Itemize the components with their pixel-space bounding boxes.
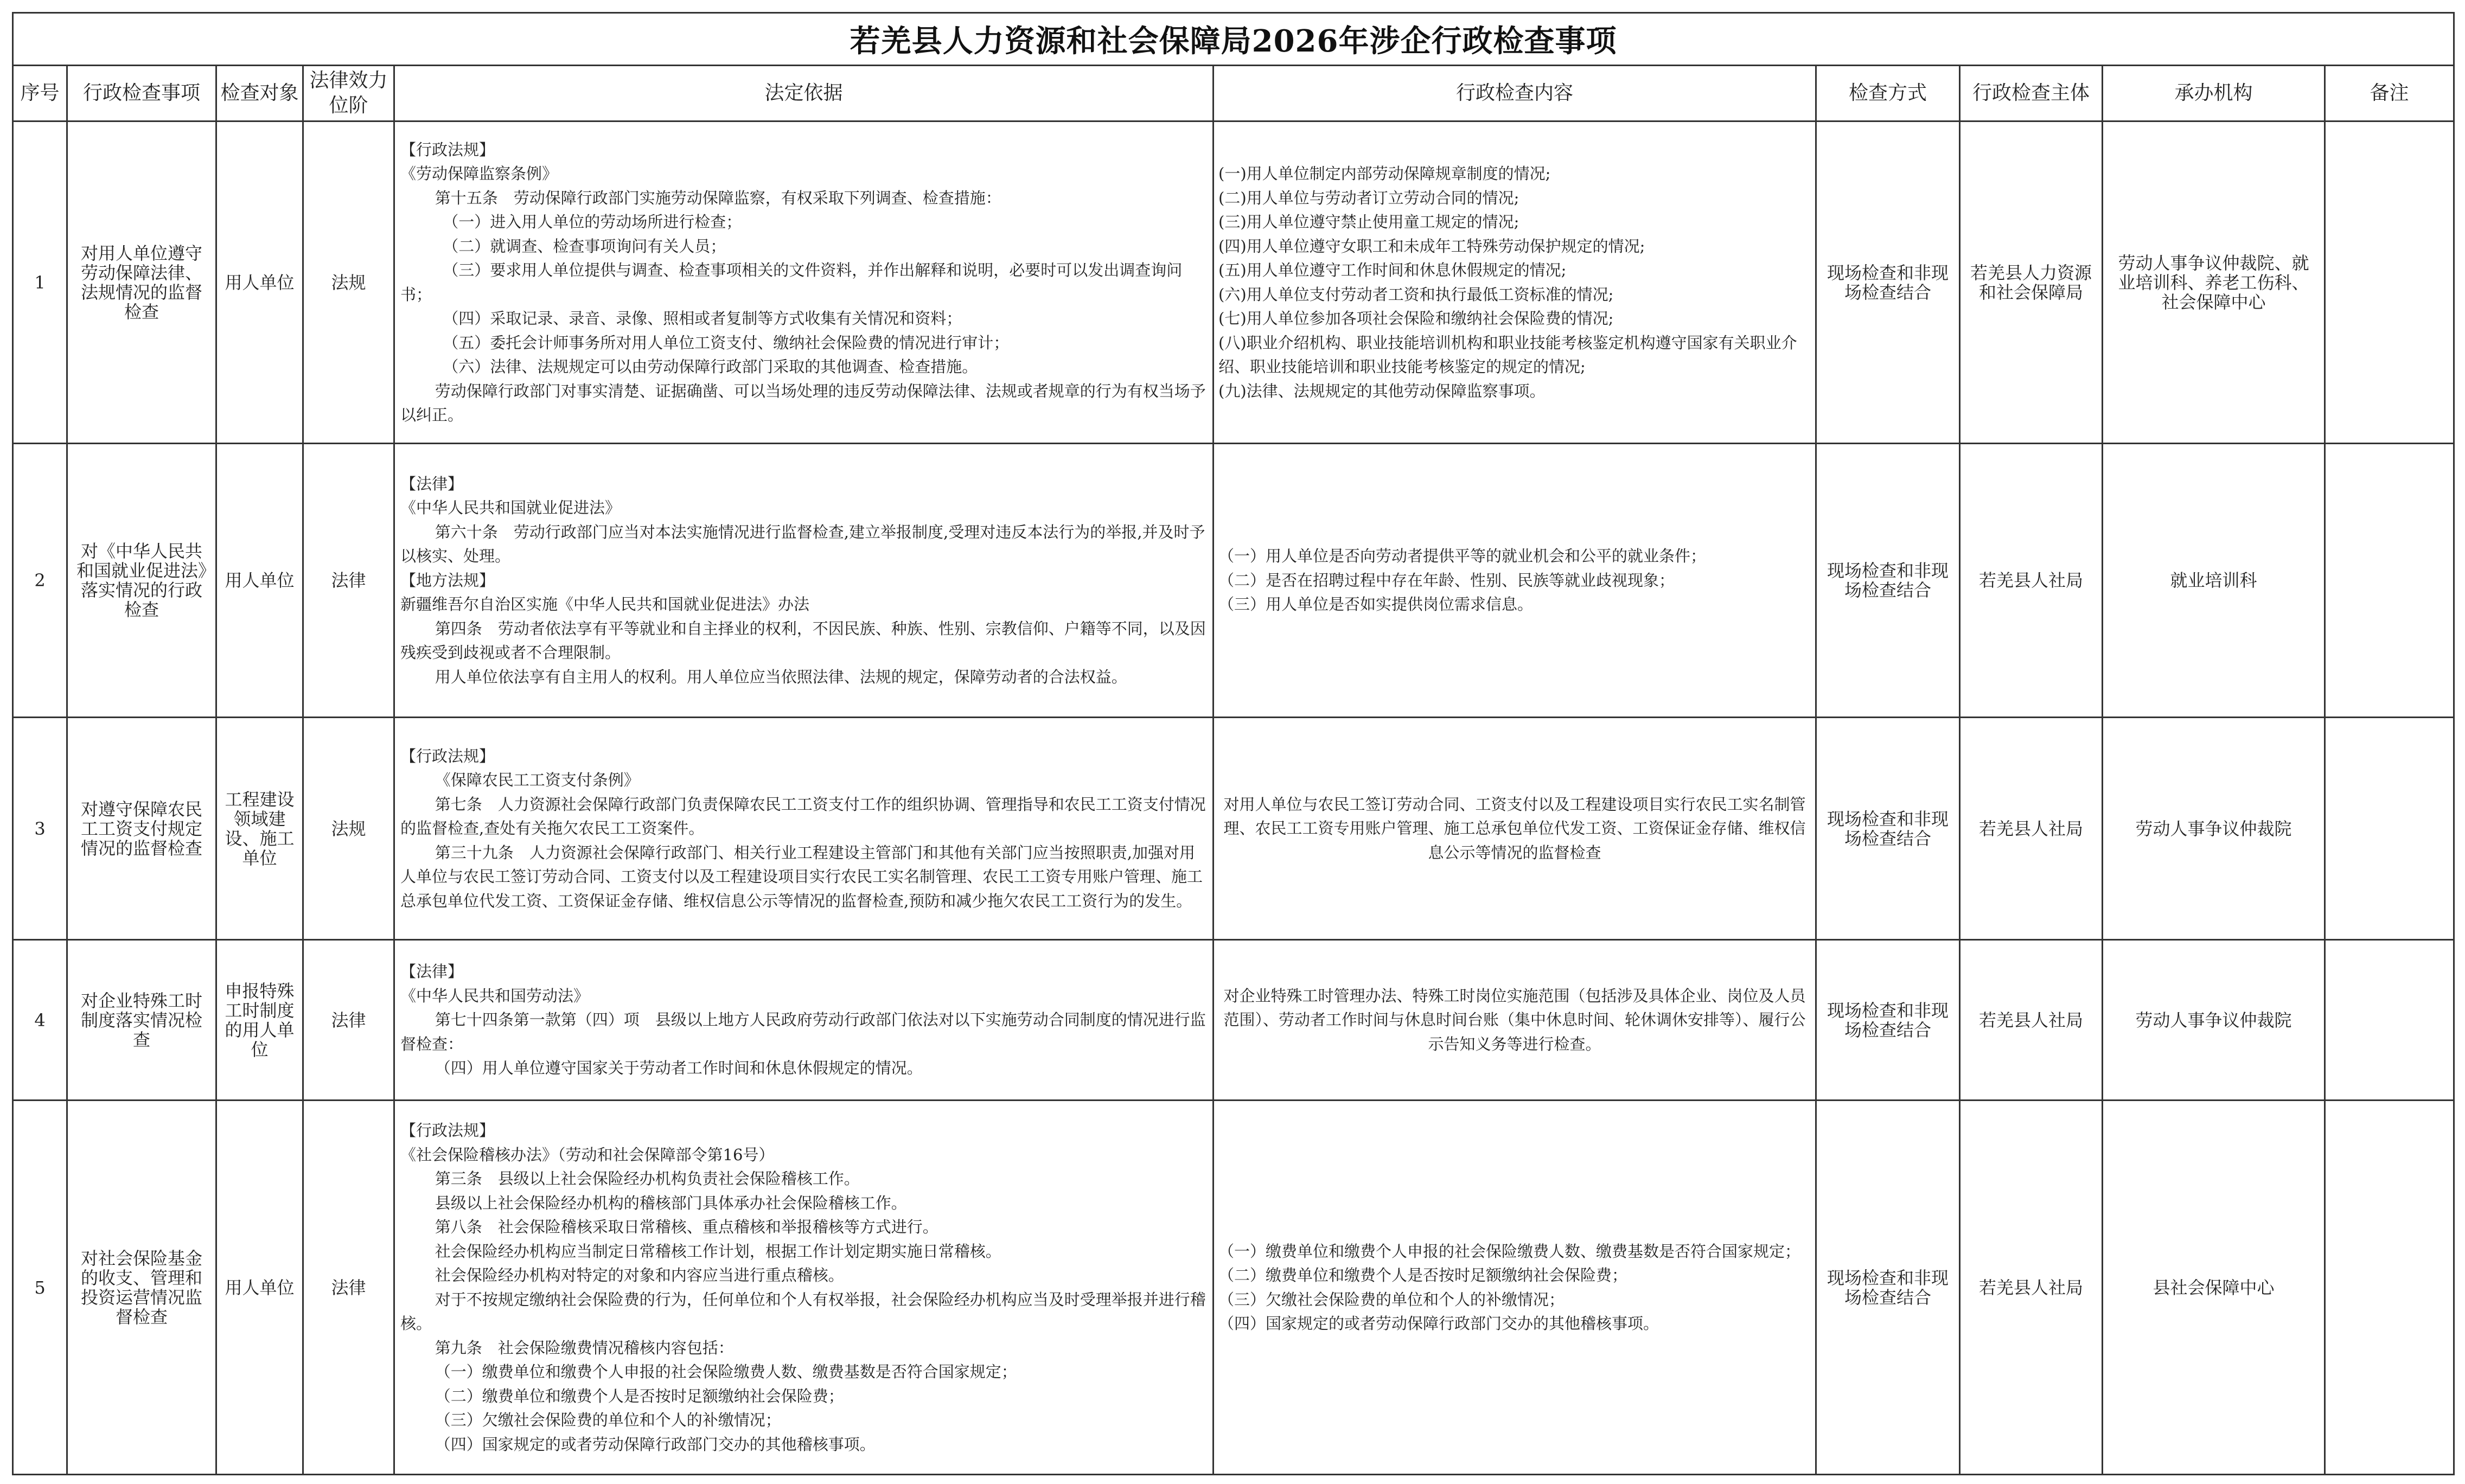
basis-line: 【行政法规】: [400, 140, 495, 159]
basis-line: （三）要求用人单位提供与调查、检查事项相关的文件资料，并作出解释和说明，必要时可以发出调查询问书；: [400, 261, 1183, 304]
basis-line: （二）就调查、检查事项询问有关人员；: [443, 236, 726, 255]
header-target: 检查对象: [216, 66, 303, 121]
basis-line: 第八条 社会保险稽核采取日常稽核、重点稽核和举报稽核等方式进行。: [435, 1218, 938, 1236]
basis-line: 对于不按规定缴纳社会保险费的行为，任何单位和个人有权举报，社会保险经办机构应当及时受理举报并进行稽核。: [400, 1290, 1206, 1333]
row-target: 工程建设领域建设、施工单位: [216, 718, 303, 940]
row-method: 现场检查和非现场检查结合: [1816, 940, 1960, 1101]
basis-line: 第四条 劳动者依法享有平等就业和自主择业的权利，不因民族、种族、性别、宗教信仰、户籍等不同，以及因残疾受到歧视或者不合理限制。: [400, 619, 1206, 662]
content-line: (九)法律、法规规定的其他劳动保障监察事项。: [1218, 381, 1546, 400]
basis-line: 第三条 县级以上社会保险经办机构负责社会保险稽核工作。: [435, 1169, 860, 1188]
row-content: [1214, 121, 1816, 444]
content-line: （一）用人单位是否向劳动者提供平等的就业机会和公平的就业条件；: [1218, 547, 1707, 566]
basis-line: 《保障农民工工资支付条例》: [435, 771, 640, 790]
row-subject: 若羌县人社局: [1960, 940, 2103, 1101]
row-method: 现场检查和非现场检查结合: [1816, 444, 1960, 718]
basis-line: 县级以上社会保险经办机构的稽核部门具体承办社会保险稽核工作。: [435, 1193, 907, 1212]
row-subject: 若羌县人力资源和社会保障局: [1960, 121, 2103, 444]
row-note: [2325, 718, 2454, 940]
basis-line: 第三十九条 人力资源社会保障行政部门、相关行业工程建设主管部门和其他有关部门应当按照职责,加强对用人单位与农民工签订劳动合同、工资支付以及工程建设项目实行农民工实名制管理、农民工工资专用账户管理、施工总承包单位代发工资、工资保证金存储、维权信息公示等情况的监督检查,预防和减少拖欠农民工工资行为的发生。: [400, 843, 1203, 910]
basis-line: 《中华人民共和国劳动法》: [400, 986, 590, 1005]
row-basis: [394, 718, 1214, 940]
content-line: （二）是否在招聘过程中存在年龄、性别、民族等就业歧视现象；: [1218, 571, 1675, 590]
row-org: 劳动人事争议仲裁院、就业培训科、养老工伤科、社会保障中心: [2103, 121, 2325, 444]
basis-line: 用人单位依法享有自主用人的权利。用人单位应当依照法律、法规的规定，保障劳动者的合法权益。: [435, 667, 1127, 686]
content-line: (五)用人单位遵守工作时间和休息休假规定的情况;: [1218, 261, 1567, 279]
content-line: (四)用人单位遵守女职工和未成年工特殊劳动保护规定的情况;: [1218, 236, 1645, 255]
header-subject: 行政检查主体: [1960, 66, 2103, 121]
row-content: [1214, 718, 1816, 940]
row-subject: 若羌县人社局: [1960, 718, 2103, 940]
row-org: 就业培训科: [2103, 444, 2325, 718]
table-row: [13, 121, 2454, 444]
row-content: [1214, 1101, 1816, 1475]
basis-line: 社会保险经办机构对特定的对象和内容应当进行重点稽核。: [435, 1266, 844, 1284]
row-item: 对企业特殊工时制度落实情况检查: [67, 940, 216, 1101]
row-content: [1214, 940, 1816, 1101]
basis-line: 【行政法规】: [400, 746, 495, 765]
basis-line: （五）委托会计师事务所对用人单位工资支付、缴纳社会保险费的情况进行审计；: [443, 333, 1010, 352]
row-level: 法律: [303, 444, 394, 718]
header-content: 行政检查内容: [1214, 66, 1816, 121]
basis-line: （四）采取记录、录音、录像、照相或者复制等方式收集有关情况和资料；: [443, 309, 962, 328]
basis-line: （四）国家规定的或者劳动保障行政部门交办的其他稽核事项。: [435, 1435, 876, 1454]
table-row: [13, 1101, 2454, 1475]
row-target: 用人单位: [216, 1101, 303, 1475]
basis-line: 第十五条 劳动保障行政部门实施劳动保障监察，有权采取下列调查、检查措施：: [435, 188, 1001, 207]
content-line: (八)职业介绍机构、职业技能培训机构和职业技能考核鉴定机构遵守国家有关职业介绍、职业技能培训和职业技能考核鉴定的规定的情况;: [1218, 333, 1797, 376]
content-line: （一）缴费单位和缴费个人申报的社会保险缴费人数、缴费基数是否符合国家规定；: [1218, 1242, 1801, 1261]
basis-line: （二）缴费单位和缴费个人是否按时足额缴纳社会保险费；: [435, 1386, 844, 1405]
row-basis: [394, 121, 1214, 444]
header-no: 序号: [13, 66, 67, 121]
document-page: [12, 12, 2453, 1472]
basis-line: 第六十条 劳动行政部门应当对本法实施情况进行监督检查,建立举报制度,受理对违反本法行为的举报,并及时予以核实、处理。: [400, 522, 1205, 566]
row-subject: 若羌县人社局: [1960, 444, 2103, 718]
header-method: 检查方式: [1816, 66, 1960, 121]
row-level: 法规: [303, 121, 394, 444]
row-method: 现场检查和非现场检查结合: [1816, 1101, 1960, 1475]
row-level: 法规: [303, 718, 394, 940]
content-line: （三）欠缴社会保险费的单位和个人的补缴情况；: [1218, 1290, 1565, 1309]
basis-line: 【法律】: [400, 474, 464, 493]
basis-line: （六）法律、法规规定可以由劳动保障行政部门采取的其他调查、检查措施。: [443, 357, 978, 376]
row-note: [2325, 940, 2454, 1101]
content-line: （四）国家规定的或者劳动保障行政部门交办的其他稽核事项。: [1218, 1314, 1659, 1333]
content-line: （三）用人单位是否如实提供岗位需求信息。: [1218, 595, 1534, 614]
header-org: 承办机构: [2103, 66, 2325, 121]
row-item: 对遵守保障农民工工资支付规定情况的监督检查: [67, 718, 216, 940]
basis-line: （一）进入用人单位的劳动场所进行检查；: [443, 213, 742, 231]
content-line: 对用人单位与农民工签订劳动合同、工资支付以及工程建设项目实行农民工实名制管理、农民工工资专用账户管理、施工总承包单位代发工资、工资保证金存储、维权信息公示等情况的监督检查: [1223, 795, 1806, 862]
table-header-row: [13, 66, 2454, 121]
row-target: 用人单位: [216, 121, 303, 444]
basis-line: （四）用人单位遵守国家关于劳动者工作时间和休息休假规定的情况。: [435, 1059, 923, 1078]
content-line: (三)用人单位遵守禁止使用童工规定的情况;: [1218, 213, 1519, 231]
basis-line: 《社会保险稽核办法》（劳动和社会保障部令第16号）: [400, 1145, 775, 1164]
content-line: (二)用人单位与劳动者订立劳动合同的情况;: [1218, 188, 1519, 207]
row-target: 申报特殊工时制度的用人单位: [216, 940, 303, 1101]
table-row: [13, 940, 2454, 1101]
basis-line: 【法律】: [400, 962, 464, 981]
content-line: (七)用人单位参加各项社会保险和缴纳社会保险费的情况;: [1218, 309, 1614, 328]
basis-line: （三）欠缴社会保险费的单位和个人的补缴情况；: [435, 1411, 781, 1429]
document-title: 若羌县人力资源和社会保障局2026年涉企行政检查事项: [13, 13, 2454, 66]
row-no: 3: [13, 718, 67, 940]
basis-line: 第七十四条第一款第（四）项 县级以上地方人民政府劳动行政部门依法对以下实施劳动合同制度的情况进行监督检查：: [400, 1010, 1206, 1053]
header-basis: 法定依据: [394, 66, 1214, 121]
basis-line: 【行政法规】: [400, 1121, 495, 1140]
row-level: 法律: [303, 1101, 394, 1475]
row-item: 对用人单位遵守劳动保障法律、法规情况的监督检查: [67, 121, 216, 444]
row-org: 劳动人事争议仲裁院: [2103, 940, 2325, 1101]
content-line: (一)用人单位制定内部劳动保障规章制度的情况;: [1218, 164, 1551, 183]
basis-line: 第七条 人力资源社会保障行政部门负责保障农民工工资支付工作的组织协调、管理指导和农民工工资支付情况的监督检查,查处有关拖欠农民工工资案件。: [400, 795, 1206, 838]
basis-line: 劳动保障行政部门对事实清楚、证据确凿、可以当场处理的违反劳动保障法律、法规或者规章的行为有权当场予以纠正。: [400, 381, 1206, 424]
row-basis: [394, 444, 1214, 718]
row-note: [2325, 1101, 2454, 1475]
basis-line: 第九条 社会保险缴费情况稽核内容包括：: [435, 1338, 734, 1357]
row-subject: 若羌县人社局: [1960, 1101, 2103, 1475]
row-item: 对社会保险基金的收支、管理和投资运营情况监督检查: [67, 1101, 216, 1475]
basis-line: 《劳动保障监察条例》: [400, 164, 558, 183]
row-basis: [394, 1101, 1214, 1475]
table-row: [13, 444, 2454, 718]
basis-line: 社会保险经办机构应当制定日常稽核工作计划，根据工作计划定期实施日常稽核。: [435, 1242, 1001, 1261]
row-org: 县社会保障中心: [2103, 1101, 2325, 1475]
row-no: 1: [13, 121, 67, 444]
row-no: 4: [13, 940, 67, 1101]
row-no: 2: [13, 444, 67, 718]
row-target: 用人单位: [216, 444, 303, 718]
header-level: 法律效力位阶: [303, 66, 394, 121]
header-note: 备注: [2325, 66, 2454, 121]
row-basis: [394, 940, 1214, 1101]
content-line: 对企业特殊工时管理办法、特殊工时岗位实施范围（包括涉及具体企业、岗位及人员范围）、劳动者工作时间与休息时间台账（集中休息时间、轮休调休安排等）、履行公示告知义务等进行检查。: [1223, 986, 1806, 1053]
row-note: [2325, 444, 2454, 718]
content-line: (六)用人单位支付劳动者工资和执行最低工资标准的情况;: [1218, 285, 1614, 304]
content-line: （二）缴费单位和缴费个人是否按时足额缴纳社会保险费；: [1218, 1266, 1628, 1284]
row-level: 法律: [303, 940, 394, 1101]
basis-line: 新疆维吾尔自治区实施《中华人民共和国就业促进法》办法: [400, 595, 810, 614]
header-item: 行政检查事项: [67, 66, 216, 121]
row-no: 5: [13, 1101, 67, 1475]
row-method: 现场检查和非现场检查结合: [1816, 121, 1960, 444]
row-note: [2325, 121, 2454, 444]
row-method: 现场检查和非现场检查结合: [1816, 718, 1960, 940]
basis-line: （一）缴费单位和缴费个人申报的社会保险缴费人数、缴费基数是否符合国家规定；: [435, 1363, 1017, 1381]
table-row: [13, 718, 2454, 940]
basis-line: 【地方法规】: [400, 571, 495, 590]
basis-line: 《中华人民共和国就业促进法》: [400, 498, 621, 517]
inspection-table: [12, 12, 2455, 1475]
row-item: 对《中华人民共和国就业促进法》落实情况的行政检查: [67, 444, 216, 718]
row-content: [1214, 444, 1816, 718]
row-org: 劳动人事争议仲裁院: [2103, 718, 2325, 940]
